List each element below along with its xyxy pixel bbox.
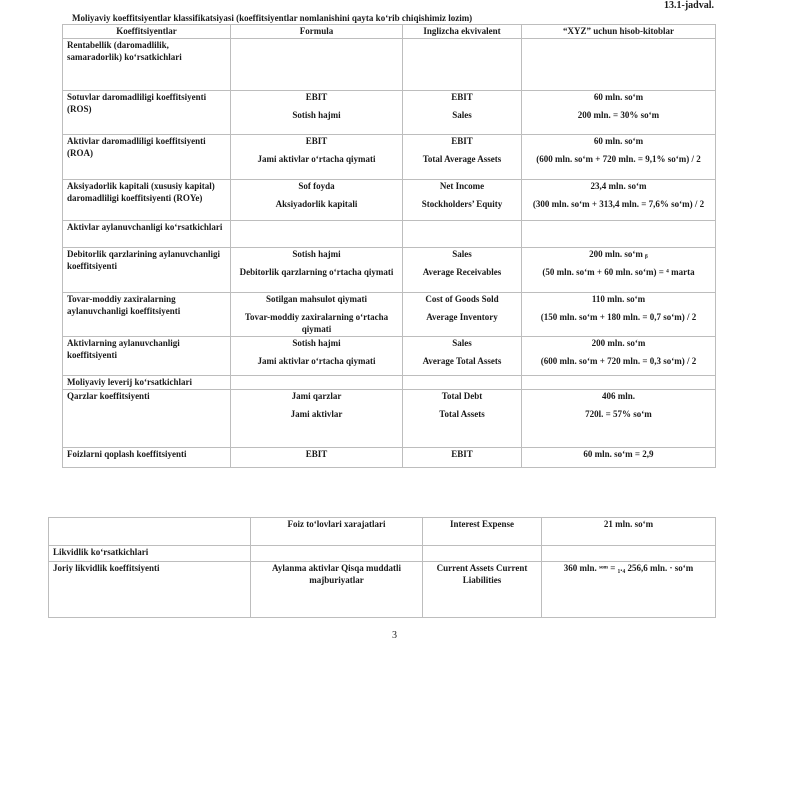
english-cell — [403, 39, 522, 91]
header-cell: Formula — [231, 25, 403, 39]
table-row — [63, 448, 716, 468]
ratio-name-cell: Moliyaviy leverij ko‘rsatkichlari — [63, 376, 231, 390]
formula-cell — [231, 39, 403, 91]
ratio-name-cell: Debitorlik qarzlarining aylanuvchanligi koeffitsiyenti — [63, 248, 231, 293]
formula-cell: EBIT Sotish hajmi — [231, 91, 403, 135]
ratio-name-cell: Rentabellik (daromadlilik, samaradorlik) ko‘rsatkichlari — [63, 39, 231, 91]
table-row — [63, 248, 716, 293]
calculation-cell: 60 mln. so‘m = 2,9 — [522, 448, 716, 468]
calculation-cell — [522, 376, 716, 390]
ratio-name-cell: Joriy likvidlik koeffitsiyenti — [49, 562, 251, 618]
ratio-name-cell: Likvidlik ko‘rsatkichlari — [49, 546, 251, 562]
table-row — [63, 91, 716, 135]
table-row — [63, 221, 716, 248]
formula-cell: Jami qarzlar Jami aktivlar — [231, 390, 403, 448]
table-row — [63, 293, 716, 337]
english-cell — [403, 221, 522, 248]
english-cell: Interest Expense — [423, 518, 542, 546]
header-cell: Inglizcha ekvivalent — [403, 25, 522, 39]
calculation-cell: 23,4 mln. so‘m (300 mln. so‘m + 313,4 mln. = 7,6% so‘m) / 2 — [522, 180, 716, 221]
calculation-cell: 110 mln. so‘m (150 mln. so‘m + 180 mln. = 0,7 so‘m) / 2 — [522, 293, 716, 337]
ratio-name-cell: Aksiyadorlik kapitali (xususiy kapital) daromadliligi koeffitsiyenti (ROYe) — [63, 180, 231, 221]
calculation-cell: 60 mln. so‘m (600 mln. so‘m + 720 mln. = 9,1% so‘m) / 2 — [522, 135, 716, 180]
formula-cell: Sotish hajmi Debitorlik qarzlarning o‘rtacha qiymati — [231, 248, 403, 293]
english-cell: Total Debt Total Assets — [403, 390, 522, 448]
table-row — [49, 546, 716, 562]
calculation-cell — [522, 39, 716, 91]
table-row — [49, 518, 716, 546]
formula-cell: Foiz to‘lovlari xarajatlari — [251, 518, 423, 546]
ratios-table-continued — [48, 517, 716, 618]
header-cell: “XYZ” uchun hisob-kitoblar — [522, 25, 716, 39]
formula-cell — [231, 221, 403, 248]
table-row — [63, 390, 716, 448]
calculation-cell: 200 mln. so‘m (600 mln. so‘m + 720 mln. = 0,3 so‘m) / 2 — [522, 337, 716, 376]
table-row — [63, 376, 716, 390]
ratio-name-cell: Tovar-moddiy zaxiralarning aylanuvchanligi koeffitsiyenti — [63, 293, 231, 337]
ratio-name-cell: Aktivlarning aylanuvchanligi koeffitsiyenti — [63, 337, 231, 376]
table-number: 13.1-jadval. — [664, 0, 714, 11]
english-cell: Current Assets Current Liabilities — [423, 562, 542, 618]
table-row — [63, 180, 716, 221]
english-cell: EBIT Total Average Assets — [403, 135, 522, 180]
english-cell: Net Income Stockholders’ Equity — [403, 180, 522, 221]
calculation-cell: 200 mln. so‘m ᵦ (50 mln. so‘m + 60 mln. so‘m) = ⁴ marta — [522, 248, 716, 293]
formula-cell: EBIT Jami aktivlar o‘rtacha qiymati — [231, 135, 403, 180]
formula-cell — [231, 376, 403, 390]
english-cell: Cost of Goods Sold Average Inventory — [403, 293, 522, 337]
calculation-cell: 60 mln. so‘m 200 mln. = 30% so‘m — [522, 91, 716, 135]
english-cell — [403, 376, 522, 390]
ratio-name-cell — [49, 518, 251, 546]
ratio-name-cell: Aktivlar aylanuvchanligi ko‘rsatkichlari — [63, 221, 231, 248]
ratios-table — [62, 24, 716, 468]
calculation-cell: 406 mln. 720l. = 57% so‘m — [522, 390, 716, 448]
table-row — [63, 337, 716, 376]
english-cell: Sales Average Receivables — [403, 248, 522, 293]
formula-cell: Sof foyda Aksiyadorlik kapitali — [231, 180, 403, 221]
english-cell: EBIT — [403, 448, 522, 468]
ratio-name-cell: Foizlarni qoplash koeffitsiyenti — [63, 448, 231, 468]
formula-cell: Aylanma aktivlar Qisqa muddatli majburiyatlar — [251, 562, 423, 618]
table-row — [63, 135, 716, 180]
calculation-cell — [522, 221, 716, 248]
formula-cell: Sotish hajmi Jami aktivlar o‘rtacha qiymati — [231, 337, 403, 376]
english-cell: Sales Average Total Assets — [403, 337, 522, 376]
table-row — [63, 39, 716, 91]
formula-cell: Sotilgan mahsulot qiymati Tovar-moddiy zaxiralarning o‘rtacha qiymati — [231, 293, 403, 337]
calculation-cell — [542, 546, 716, 562]
calculation-cell: 360 mln. ˢᵒᵐ = ₁.₄ 256,6 mln. · so‘m — [542, 562, 716, 618]
calculation-cell: 21 mln. so‘m — [542, 518, 716, 546]
table-header-row — [63, 25, 716, 39]
page-number: 3 — [392, 630, 397, 641]
english-cell — [423, 546, 542, 562]
table-caption: Moliyaviy koeffitsiyentlar klassifikatsiyasi (koeffitsiyentlar nomlanishini qayta ko‘rib chiqishimiz lozim) — [72, 13, 473, 23]
ratio-name-cell: Aktivlar daromadliligi koeffitsiyenti (ROA) — [63, 135, 231, 180]
table-row — [49, 562, 716, 618]
formula-cell — [251, 546, 423, 562]
header-cell: Koeffitsiyentlar — [63, 25, 231, 39]
ratio-name-cell: Sotuvlar daromadliligi koeffitsiyenti (ROS) — [63, 91, 231, 135]
english-cell: EBIT Sales — [403, 91, 522, 135]
ratio-name-cell: Qarzlar koeffitsiyenti — [63, 390, 231, 448]
formula-cell: EBIT — [231, 448, 403, 468]
